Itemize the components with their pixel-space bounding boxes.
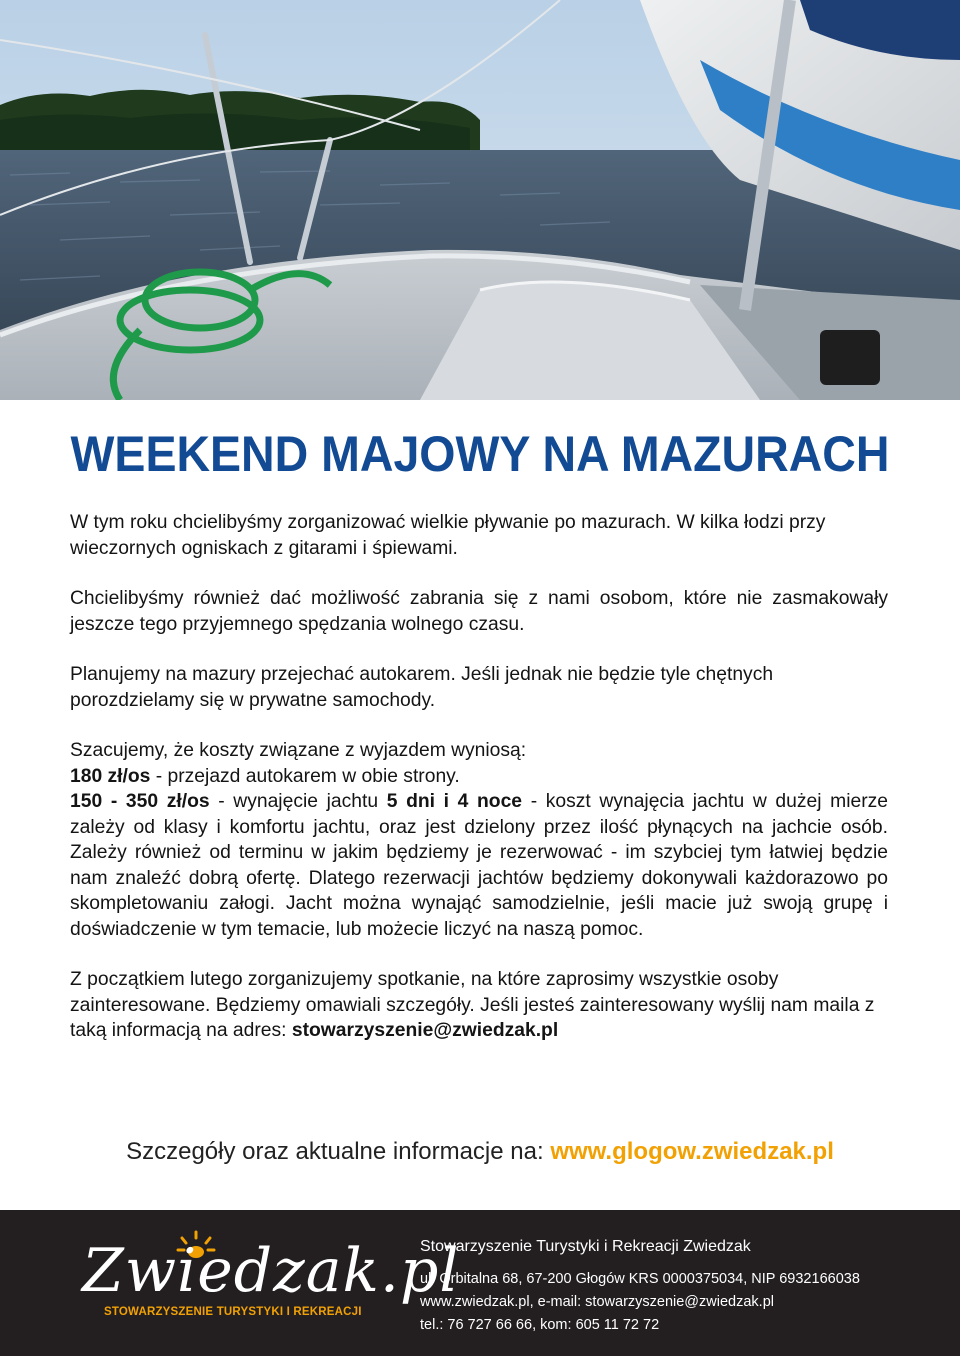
cost-bus [70,764,888,790]
org-web-email: www.zwiedzak.pl, e-mail: stowarzyszenie@zwiedzak.pl [420,1294,774,1310]
paragraph-meeting [70,967,888,1044]
page-title: WEEKEND MAJOWY NA MAZURACH [70,426,890,482]
contact-email-link[interactable]: stowarzyszenie@zwiedzak.pl [291,1020,559,1041]
cost-yacht-desc-b: - koszt wynajęcia jachtu w dużej mierze zależy od klasy i komfortu jachtu, oraz jest dzielony przez ilość płynących na jachcie osób. Zależy również od terminu w jakim będziemy je rezerwować - im szybciej tym łatwiej będzie nam znaleźć dobrą ofertę. Dlatego rezerwacji jachtów będziemy dokonywali każdorazowo po skompletowaniu załogi. Jacht można wynająć samodzielnie, jeśli macie już swoją grupę i doświadczenie w tym temacie, lub możecie liczyć na naszą pomoc. [70,791,889,940]
cost-bus-amount: 180 zł/os [70,765,151,787]
org-phone: tel.: 76 727 66 66, kom: 605 11 72 72 [420,1317,660,1333]
details-line [0,1138,960,1166]
website-link[interactable]: www.glogow.zwiedzak.pl [550,1138,834,1165]
cost-yacht-duration: 5 dni i 4 noce [386,791,523,812]
hero-photo [0,0,960,400]
article-body [70,510,888,1044]
paragraph-invite: Chcielibyśmy również dać możliwość zabrania się z nami osobom, które nie zasmakowały jeszcze tego przyjemnego spędzania wolnego czasu. [70,588,888,635]
paragraph-transport: Planujemy na mazury przejechać autokarem. Jeśli jednak nie będzie tyle chętnych porozdzielamy się w prywatne samochody. [70,664,774,711]
logo-wordmark: Zwiedzak.pl [82,1236,460,1306]
meeting-text: Z początkiem lutego zorganizujemy spotkanie, na które zaprosimy wszystkie osoby zainteresowane. Będziemy omawiali szczegóły. Jeśli jesteś zainteresowany wyślij nam maila z taką informacją na adres: [70,969,875,1041]
paragraph-intro: W tym roku chcielibyśmy zorganizować wielkie pływanie po mazurach. W kilka łodzi przy wieczornych ogniskach z gitarami i śpiewami. [70,512,826,559]
cost-yacht [70,789,888,942]
zwiedzak-logo [74,1226,460,1336]
paragraph-costs-intro: Szacujemy, że koszty związane z wyjazdem wyniosą: [70,740,527,761]
organization-info [420,1238,860,1337]
org-address: ul. Orbitalna 68, 67-200 Głogów KRS 0000375034, NIP 6932166038 [420,1271,860,1287]
cost-yacht-amount: 150 - 350 zł/os [70,791,210,812]
cost-bus-desc: - przejazd autokarem w obie strony. [150,765,460,787]
footer [0,1210,960,1356]
sailboat-deck-illustration [0,0,960,400]
org-name: Stowarzyszenie Turystyki i Rekreacji Zwiedzak [420,1238,751,1255]
logo-subtitle: STOWARZYSZENIE TURYSTYKI I REKREACJI [104,1306,362,1318]
details-label: Szczegóły oraz aktualne informacje na: [126,1138,551,1165]
cost-yacht-desc-a: - wynajęcie jachtu [209,791,387,812]
